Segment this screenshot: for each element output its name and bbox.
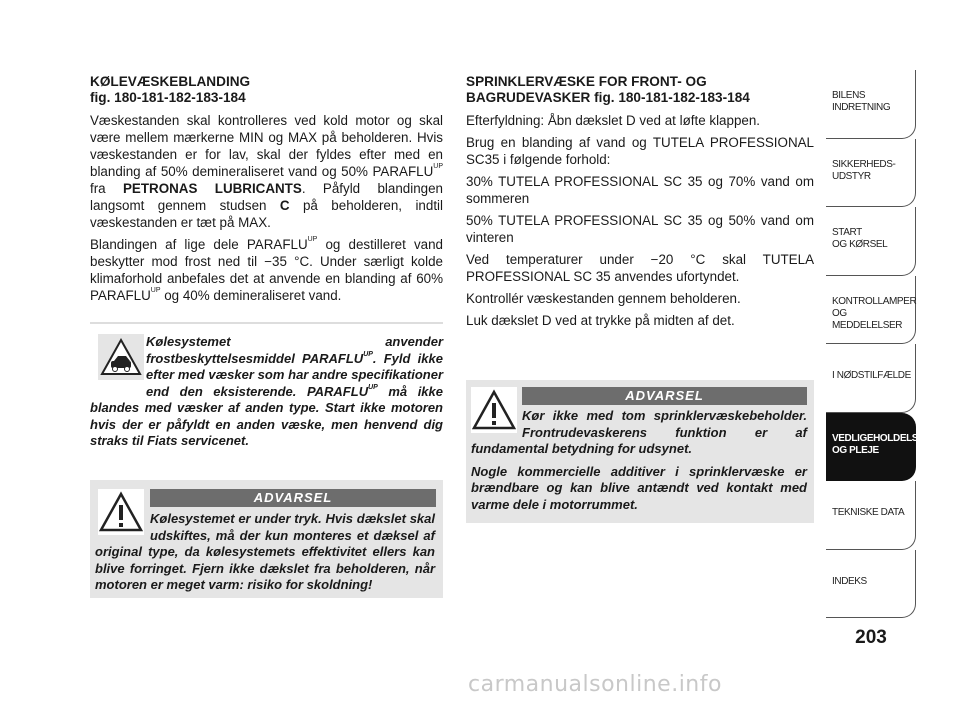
tab-sikkerhedsudstyr[interactable]: SIKKERHEDS- UDSTYR [826, 139, 916, 208]
coolant-warning-box [90, 480, 443, 598]
coolant-note-text: Kølesystemet anvender frostbeskyttelsesmiddel $PARAFLU^{UP}$. Fyld ikke efter med væsker som har andre specifikationer end den eksisterende. $PARAFLU^{UP}$ må ikke blandes med væsker af anden type. Start ikke motoren hvis der er påfyldt en anden væske, men henvend dig straks til Fiats servicenet. [90, 334, 443, 448]
tab-vedligeholdelse[interactable]: VEDLIGEHOLDELSE OG PLEJE [826, 413, 916, 482]
page-number: 203 [855, 627, 887, 648]
tab-i-nodstilfaelde[interactable]: I NØDSTILFÆLDE [826, 344, 916, 413]
section-heading-coolant: KØLEVÆSKEBLANDING [90, 74, 251, 89]
washer-warning-text-1: Kør ikke med tom sprinklervæskebeholder. Frontrudevaskerens funktion er af fundamental betydning for udsynet. [471, 408, 807, 456]
watermark: carmanualsonline.info [468, 672, 722, 697]
coolant-warning-text: Kølesystemet er under tryk. Hvis dækslet skal udskiftes, må der kun monteres et dæksel af original type, da kølesystemets effektivitet ellers kan blive forringet. Fjern ikke dækslet fra beholderen, når motoren er meget varm: risiko for skoldning! [95, 511, 435, 592]
tab-indeks[interactable]: INDEKS [826, 550, 916, 619]
washer-paragraph-5: Ved temperaturer under −20 °C skal TUTELA PROFESSIONAL SC 35 anvendes ufortyndet. [466, 252, 814, 284]
washer-paragraph-7: Luk dækslet D ved at trykke på midten af det. [466, 313, 735, 328]
tab-tekniske-data[interactable]: TEKNISKE DATA [826, 481, 916, 550]
chapter-tabs [826, 70, 925, 618]
washer-paragraph-2: Brug en blanding af vand og TUTELA PROFESSIONAL SC35 i følgende forhold: [466, 135, 814, 167]
washer-paragraph-4: 50% TUTELA PROFESSIONAL SC 35 og 50% vand om vinteren [466, 213, 814, 245]
tab-start-og-korsel[interactable]: START OG KØRSEL [826, 207, 916, 276]
warning-label: ADVARSEL [522, 387, 807, 405]
left-column [90, 74, 443, 309]
section-heading-washer: SPRINKLERVÆSKE FOR FRONT- OG BAGRUDEVASKER fig. 180-181-182-183-184 [466, 74, 750, 105]
coolant-paragraph-1: Væskestanden skal kontrolleres ved kold motor og skal være mellem mærkerne MIN og MAX på beholderen. Hvis væskestanden er for lav, skal der fyldes efter med en blanding af 50% demineraliseret vand og 50% $PARAFLU^{UP}$ fra PETRONAS LUBRICANTS. Påfyld blandingen langsomt gennem studsen C på beholderen, indtil væskestanden er tæt på MAX. [90, 113, 444, 230]
section-figure-ref: fig. 180-181-182-183-184 [90, 90, 246, 105]
washer-paragraph-1: Efterfyldning: Åbn dækslet D ved at løfte klappen. [466, 113, 761, 128]
tab-bilens-indretning[interactable]: BILENS INDRETNING [826, 70, 916, 139]
coolant-paragraph-2: Blandingen af lige dele $PARAFLU^{UP}$ og destilleret vand beskytter mod frost ned til −35 °C. Under særligt kolde klimaforhold anbefales det at anvende en blanding af 60% $PARAFLU^{UP}$ og 40% demineraliseret vand. [90, 236, 443, 303]
right-column [466, 74, 814, 334]
washer-warning-text-2: Nogle kommercielle additiver i sprinklervæske er brændbare og kan blive antændt ved kontakt med varme dele i motorrummet. [471, 463, 807, 512]
washer-warning-text [471, 408, 807, 513]
washer-warning-box [466, 380, 814, 523]
warning-label: ADVARSEL [150, 489, 436, 507]
washer-paragraph-3: 30% TUTELA PROFESSIONAL SC 35 og 70% vand om sommeren [466, 174, 814, 206]
tab-kontrollamper[interactable]: KONTROLLAMPER OG MEDDELELSER [826, 276, 916, 345]
washer-paragraph-6: Kontrollér væskestanden gennem beholderen. [466, 291, 741, 306]
coolant-note-box [90, 322, 443, 462]
